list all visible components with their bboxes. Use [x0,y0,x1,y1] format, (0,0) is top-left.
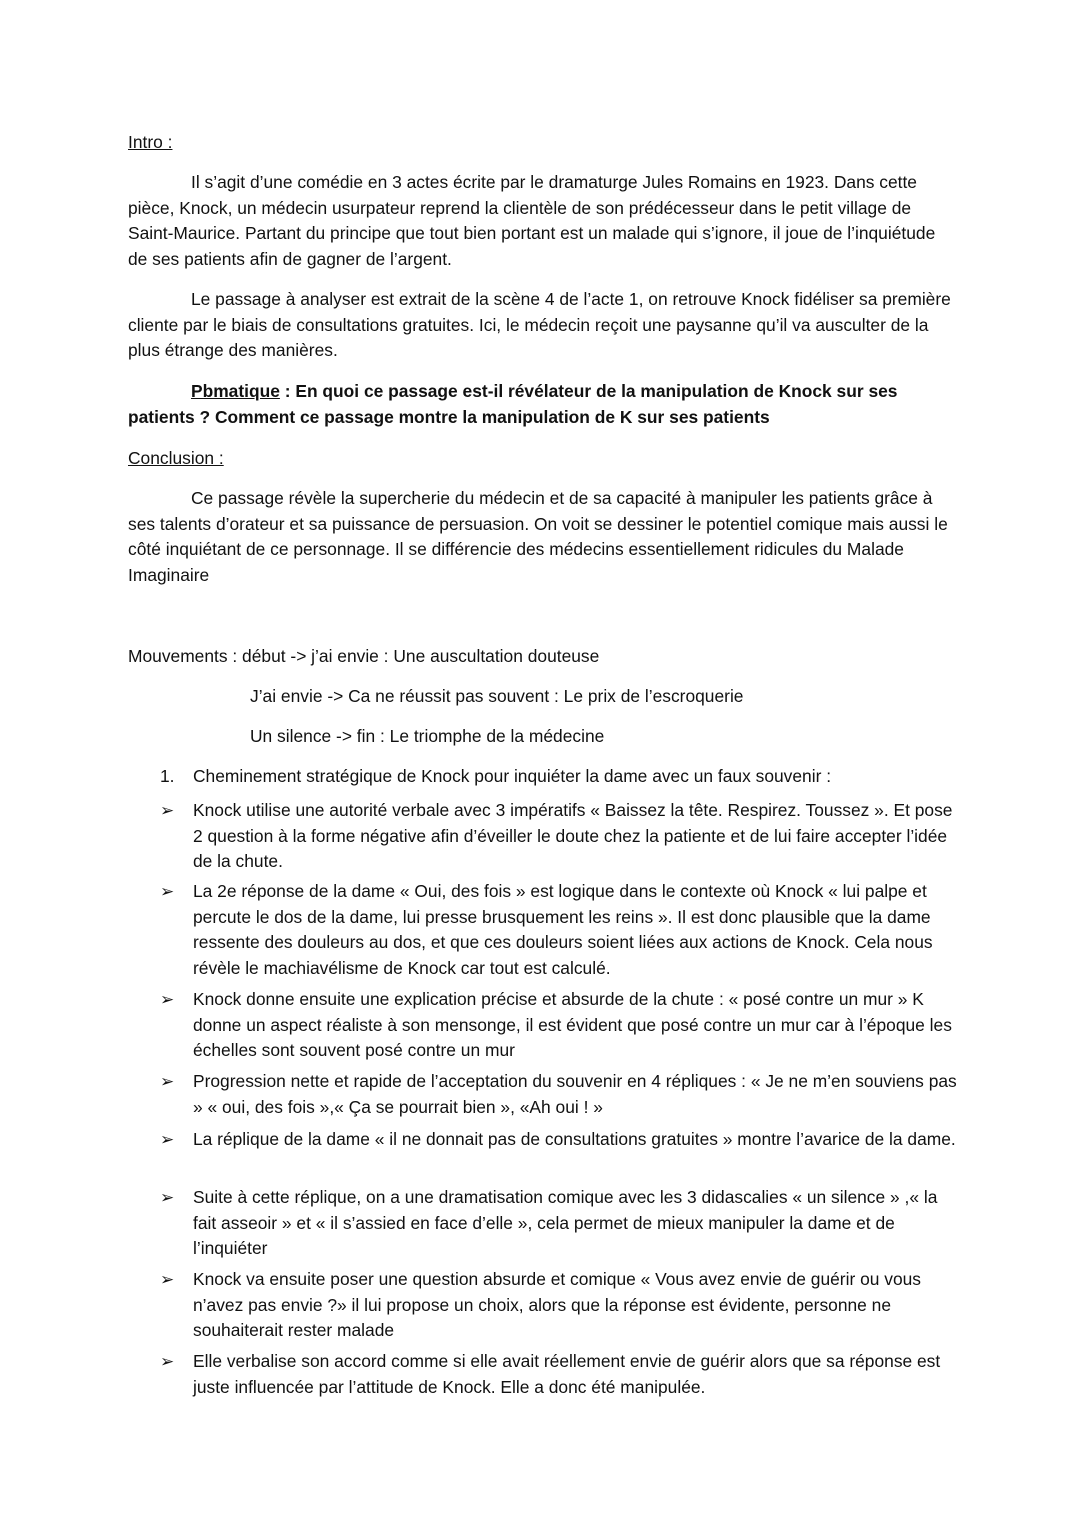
bullet-item-6: Suite à cette réplique, on a une dramatisation comique avec les 3 didascalies « un silence » ,« la fait asseoir » et « il s’assied en face d’elle », cela permet de mieux manipuler la dame et de l’inquiéter [193,1187,938,1259]
problematique-label: Pbmatique [191,381,280,401]
problematique [128,379,958,430]
conclusion-paragraph: Ce passage révèle la supercherie du médecin et de sa capacité à manipuler les patients grâce à ses talents d’orateur et sa puissance de persuasion. On voit se dessiner le potentiel comique mais aussi le côté inquiétant de ce personnage. Il se différencie des médecins essentiellement ridicules du Malade Imaginaire [128,488,948,585]
bullet-item-5: La réplique de la dame « il ne donnait pas de consultations gratuites » montre l’avarice de la dame. [193,1129,956,1149]
mouvements-line-1: Mouvements : début -> j’ai envie : Une auscultation douteuse [128,646,600,666]
arrow-bullet-icon: ➢ [160,990,175,1009]
bullet-item-4: Progression nette et rapide de l’acceptation du souvenir en 4 répliques : « Je ne m’en souviens pas » « oui, des fois »,« Ça se pourrait bien », «Ah oui ! » [193,1071,957,1117]
bullet-item-7: Knock va ensuite poser une question absurde et comique « Vous avez envie de guérir ou vous n’avez pas envie ?» il lui propose un choix, alors que la réponse est évidente, personne ne souhaiterait rester malade [193,1269,921,1341]
arrow-bullet-icon: ➢ [160,801,175,820]
mouvements-line-2: J’ai envie -> Ca ne réussit pas souvent : Le prix de l’escroquerie [250,686,744,706]
bullet-item-8: Elle verbalise son accord comme si elle avait réellement envie de guérir alors que sa réponse est juste influencée par l’attitude de Knock. Elle a donc été manipulée. [193,1351,941,1397]
section-1-title: Cheminement stratégique de Knock pour inquiéter la dame avec un faux souvenir : [193,766,832,786]
conclusion-heading: Conclusion : [128,448,224,468]
mouvements-line-3: Un silence -> fin : Le triomphe de la médecine [250,726,605,746]
bullet-item-1: Knock utilise une autorité verbale avec 3 impératifs « Baissez la tête. Respirez. Toussez ». Et pose 2 question à la forme négative afin d’éveiller le doute chez la patiente et de lui faire accepter l’idée de la chute. [193,800,953,872]
intro-heading: Intro : [128,132,173,152]
arrow-bullet-icon: ➢ [160,1130,175,1149]
intro-paragraph-2: Le passage à analyser est extrait de la scène 4 de l’acte 1, on retrouve Knock fidéliser sa première cliente par le biais de consultations gratuites. Ici, le médecin reçoit une paysanne qu’il va ausculter de la plus étrange des manières. [128,289,951,361]
arrow-bullet-icon: ➢ [160,1270,175,1289]
section-1-number: 1. [160,766,175,786]
arrow-bullet-icon: ➢ [160,1352,175,1371]
bullet-item-3: Knock donne ensuite une explication précise et absurde de la chute : « posé contre un mur » K donne un aspect réaliste à son mensonge, il est évident que posé contre un mur car à l’époque les échelles sont souvent posé contre un mur [193,989,952,1061]
problematique-text: : En quoi ce passage est-il révélateur de la manipulation de Knock sur ses patients ? Comment ce passage montre la manipulation de K sur ses patients [128,381,898,427]
arrow-bullet-icon: ➢ [160,1072,175,1091]
arrow-bullet-icon: ➢ [160,1188,175,1207]
intro-paragraph-1: Il s’agit d’une comédie en 3 actes écrite par le dramaturge Jules Romains en 1923. Dans cette pièce, Knock, un médecin usurpateur reprend la clientèle de son prédécesseur dans le petit village de Saint-Maurice. Partant du principe que tout bien portant est un malade qui s’ignore, il joue de l’inquiétude de ses patients afin de gagner de l’argent. [128,172,936,269]
bullet-item-2: La 2e réponse de la dame « Oui, des fois » est logique dans le contexte où Knock « lui palpe et percute le dos de la dame, lui presse brusquement les reins ». Il est donc plausible que la dame ressente des douleurs au dos, et que ces douleurs soient liées aux actions de Knock. Cela nous révèle le machiavélisme de Knock car tout est calculé. [193,881,933,978]
arrow-bullet-icon: ➢ [160,882,175,901]
